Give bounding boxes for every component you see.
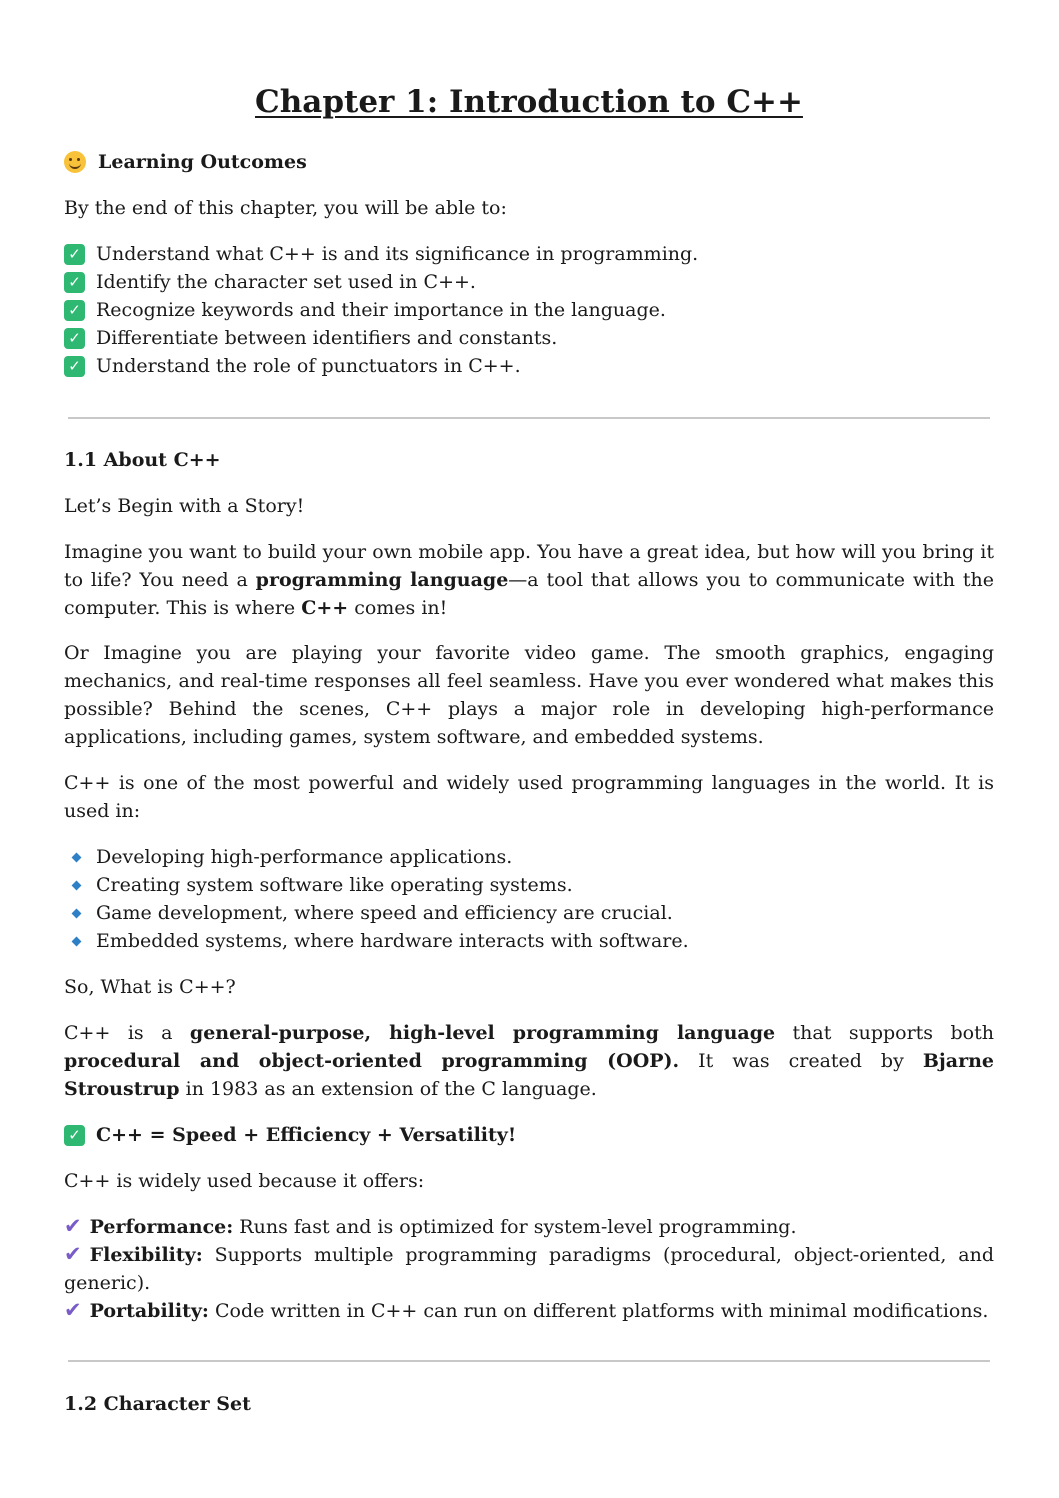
learning-outcomes-label: Learning Outcomes bbox=[98, 151, 307, 173]
smiling-face-icon bbox=[64, 151, 86, 173]
list-item-text: Creating system software like operating systems. bbox=[96, 874, 573, 896]
features-list bbox=[64, 1213, 994, 1325]
feature-portability: ✔ Portability: Code written in C++ can run on different platforms with minimal modifications. bbox=[64, 1298, 989, 1322]
list-item bbox=[64, 240, 994, 268]
diamond-bullet-icon bbox=[72, 936, 82, 946]
paragraph-uses-intro: C++ is one of the most powerful and widely used programming languages in the world. It is used in: bbox=[64, 772, 994, 822]
callout-text: C++ = Speed + Efficiency + Versatility! bbox=[96, 1124, 517, 1146]
list-item-text: Developing high-performance applications. bbox=[96, 846, 513, 868]
paragraph-definition: C++ is a general-purpose, high-level programming language that supports both procedural and object-oriented programming (OOP). It was created by Bjarne Stroustrup in 1983 as an extension of the C language. bbox=[64, 1022, 994, 1100]
list-item bbox=[64, 899, 994, 927]
list-item-text: Understand what C++ is and its significance in programming. bbox=[96, 243, 699, 265]
check-mark-icon: ✓ bbox=[64, 1125, 85, 1146]
list-item bbox=[64, 843, 994, 871]
list-item bbox=[64, 871, 994, 899]
list-item bbox=[64, 268, 994, 296]
list-item-text: Game development, where speed and efficiency are crucial. bbox=[96, 902, 673, 924]
diamond-bullet-icon bbox=[72, 852, 82, 862]
document-page bbox=[64, 72, 994, 1418]
list-item-text: Understand the role of punctuators in C++. bbox=[96, 355, 521, 377]
check-mark-icon: ✓ bbox=[64, 328, 85, 349]
check-mark-icon: ✓ bbox=[64, 300, 85, 321]
uses-list bbox=[64, 843, 994, 955]
list-item-text: Recognize keywords and their importance in the language. bbox=[96, 299, 666, 321]
chapter-title: Chapter 1: Introduction to C++ bbox=[255, 84, 803, 120]
section-heading-character-set: 1.2 Character Set bbox=[64, 1393, 251, 1415]
list-item bbox=[64, 296, 994, 324]
check-mark-icon: ✓ bbox=[64, 356, 85, 377]
section-heading-about: 1.1 About C++ bbox=[64, 449, 221, 471]
list-item bbox=[64, 324, 994, 352]
diamond-bullet-icon bbox=[72, 880, 82, 890]
story-intro: Let’s Begin with a Story! bbox=[64, 495, 305, 517]
offers-intro: C++ is widely used because it offers: bbox=[64, 1170, 425, 1192]
section-divider bbox=[68, 417, 990, 419]
section-divider bbox=[68, 1360, 990, 1362]
check-mark-icon: ✓ bbox=[64, 244, 85, 265]
list-item-text: Embedded systems, where hardware interacts with software. bbox=[96, 930, 689, 952]
list-item-text: Differentiate between identifiers and constants. bbox=[96, 327, 558, 349]
paragraph-video-game: Or Imagine you are playing your favorite video game. The smooth graphics, engaging mechanics, and real-time responses all feel seamless. Have you ever wondered what makes this possible? Behind the scenes, C++ plays a major role in developing high-performance applications, including games, system software, and embedded systems. bbox=[64, 642, 994, 748]
speed-efficiency-callout bbox=[64, 1121, 994, 1149]
learning-outcomes-intro: By the end of this chapter, you will be able to: bbox=[64, 197, 507, 219]
feature-flexibility: ✔ Flexibility: Supports multiple programming paradigms (procedural, object-oriented, and generic). bbox=[64, 1242, 994, 1294]
list-item-text: Identify the character set used in C++. bbox=[96, 271, 476, 293]
list-item bbox=[64, 927, 994, 955]
list-item bbox=[64, 352, 994, 380]
learning-outcomes-list bbox=[64, 240, 994, 380]
heavy-check-icon: ✔ bbox=[64, 1214, 82, 1238]
feature-performance: ✔ Performance: Runs fast and is optimized for system-level programming. bbox=[64, 1214, 797, 1238]
what-is-question: So, What is C++? bbox=[64, 976, 236, 998]
heavy-check-icon: ✔ bbox=[64, 1242, 82, 1266]
check-mark-icon: ✓ bbox=[64, 272, 85, 293]
paragraph-mobile-app: Imagine you want to build your own mobile app. You have a great idea, but how will you bring it to life? You need a programming language—a tool that allows you to communicate with the computer. This is where C++ comes in! bbox=[64, 541, 994, 619]
learning-outcomes-heading bbox=[64, 148, 994, 176]
diamond-bullet-icon bbox=[72, 908, 82, 918]
heavy-check-icon: ✔ bbox=[64, 1298, 82, 1322]
